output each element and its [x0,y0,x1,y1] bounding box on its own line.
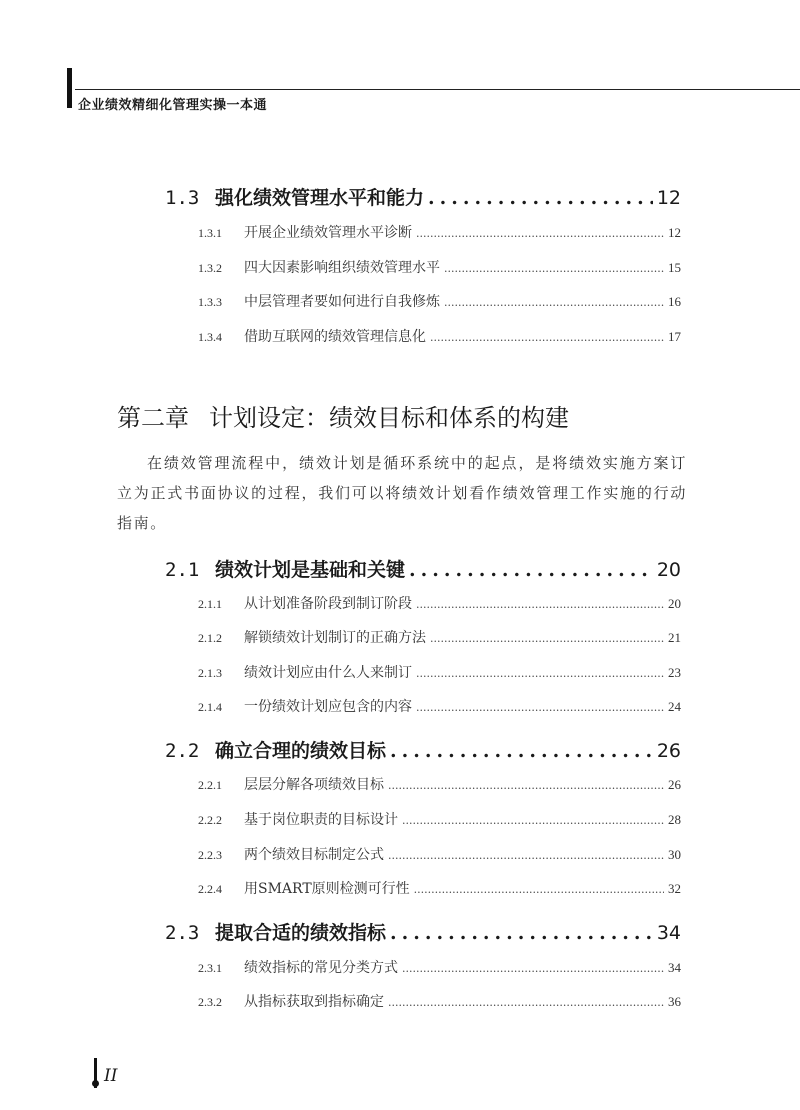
toc-leader-dots [416,227,664,240]
toc-entry-2-2-1[interactable] [198,774,681,794]
toc-page-number: 20 [656,559,681,581]
toc-page-number: 15 [668,260,681,275]
toc-leader-dots [428,187,653,209]
toc-entry-number: 2.2.3 [198,848,222,862]
chapter-intro-paragraph: 在绩效管理流程中，绩效计划是循环系统中的起点，是将绩效实施方案订立为正式书面协议的过程，我们可以将绩效计划看作绩效管理工作实施的行动指南。 [117,454,687,532]
toc-page-number: 34 [656,922,681,944]
toc-entry-title: 四大因素影响组织绩效管理水平 [244,260,440,276]
chapter-heading[interactable] [117,398,569,433]
header-rule [75,89,800,90]
page-number: II [104,1066,118,1086]
toc-page-number: 17 [668,329,681,344]
toc-page-number: 26 [656,740,681,762]
toc-entry-1-3-4[interactable] [198,326,681,346]
toc-entry-number: 1.3.4 [198,330,222,344]
toc-entry-number: 2.1.3 [198,666,222,680]
toc-entry-2-1-4[interactable] [198,696,681,716]
toc-page-number: 26 [668,777,681,792]
toc-entry-number: 2.2.1 [198,778,222,792]
chapter-label: 第二章 [117,404,189,432]
toc-entry-title: 借助互联网的绩效管理信息化 [244,329,426,345]
toc-entry-number: 2.2.2 [198,813,222,827]
toc-leader-dots [416,598,664,611]
toc-entry-title: 层层分解各项绩效目标 [244,777,384,793]
toc-entry-title: 从计划准备阶段到制订阶段 [244,596,412,612]
toc-entry-title: 解锁绩效计划制订的正确方法 [244,630,426,646]
toc-page-number: 24 [668,699,681,714]
toc-leader-dots [430,331,664,344]
toc-entry-2-1-1[interactable] [198,593,681,613]
toc-entry-2-1-2[interactable] [198,627,681,647]
toc-leader-dots [414,883,664,896]
toc-leader-dots [416,667,664,680]
toc-entry-number: 2.1.2 [198,631,222,645]
toc-leader-dots [402,814,664,827]
toc-entry-number: 2.2.4 [198,882,222,896]
toc-leader-dots [444,262,664,275]
toc-section-title: 绩效计划是基础和关键 [215,559,406,581]
toc-entry-title: 开展企业绩效管理水平诊断 [244,225,412,241]
toc-page-number: 23 [668,665,681,680]
toc-section-1-3[interactable] [165,183,681,210]
toc-page-number: 12 [656,187,681,209]
toc-page-number: 12 [668,225,681,240]
toc-leader-dots [409,559,653,581]
toc-entry-title: 基于岗位职责的目标设计 [244,812,398,828]
toc-leader-dots [390,922,653,944]
toc-entry-title: 从指标获取到指标确定 [244,994,384,1010]
toc-leader-dots [430,632,664,645]
toc-entry-2-2-3[interactable] [198,844,681,864]
toc-section-2-3[interactable] [165,918,681,945]
footer-marker-icon [92,1080,99,1087]
toc-entry-title: 用SMART原则检测可行性 [244,881,410,897]
toc-page-number: 16 [668,294,681,309]
toc-entry-number: 1.3.1 [198,226,222,240]
toc-entry-number: 1.3.3 [198,295,222,309]
toc-page-number: 30 [668,847,681,862]
toc-entry-1-3-3[interactable] [198,291,681,311]
toc-entry-number: 2.3.1 [198,961,222,975]
toc-entry-title: 绩效计划应由什么人来制订 [244,665,412,681]
toc-entry-2-3-1[interactable] [198,957,681,977]
toc-page-number: 20 [668,596,681,611]
running-header-title: 企业绩效精细化管理实操一本通 [78,98,268,113]
toc-entry-title: 一份绩效计划应包含的内容 [244,699,412,715]
header-bar [67,68,72,108]
toc-leader-dots [416,701,664,714]
toc-entry-2-3-2[interactable] [198,991,681,1011]
chapter-title: 计划设定：绩效目标和体系的构建 [209,404,569,432]
toc-section-number: 2.2 [165,740,200,762]
toc-section-number: 2.1 [165,559,200,581]
toc-section-number: 2.3 [165,922,200,944]
toc-leader-dots [388,996,664,1009]
toc-page-number: 28 [668,812,681,827]
toc-section-title: 强化绩效管理水平和能力 [215,187,425,209]
toc-entry-2-2-4[interactable] [198,878,681,898]
toc-entry-title: 中层管理者要如何进行自我修炼 [244,294,440,310]
toc-leader-dots [444,296,664,309]
toc-section-title: 提取合适的绩效指标 [215,922,387,944]
toc-entry-number: 1.3.2 [198,261,222,275]
toc-entry-number: 2.1.4 [198,700,222,714]
toc-leader-dots [402,962,664,975]
toc-entry-number: 2.3.2 [198,995,222,1009]
toc-entry-title: 两个绩效目标制定公式 [244,847,384,863]
toc-entry-2-1-3[interactable] [198,662,681,682]
toc-entry-number: 2.1.1 [198,597,222,611]
toc-section-title: 确立合理的绩效目标 [215,740,387,762]
toc-entry-1-3-2[interactable] [198,257,681,277]
toc-entry-2-2-2[interactable] [198,809,681,829]
toc-entry-title: 绩效指标的常见分类方式 [244,960,398,976]
toc-leader-dots [388,779,664,792]
toc-page-number: 21 [668,630,681,645]
toc-page-number: 32 [668,881,681,896]
toc-section-2-1[interactable] [165,555,681,582]
toc-leader-dots [390,740,653,762]
toc-entry-1-3-1[interactable] [198,222,681,242]
toc-page-number: 34 [668,960,681,975]
toc-page-number: 36 [668,994,681,1009]
toc-section-2-2[interactable] [165,736,681,763]
toc-leader-dots [388,849,664,862]
toc-section-number: 1.3 [165,187,200,209]
